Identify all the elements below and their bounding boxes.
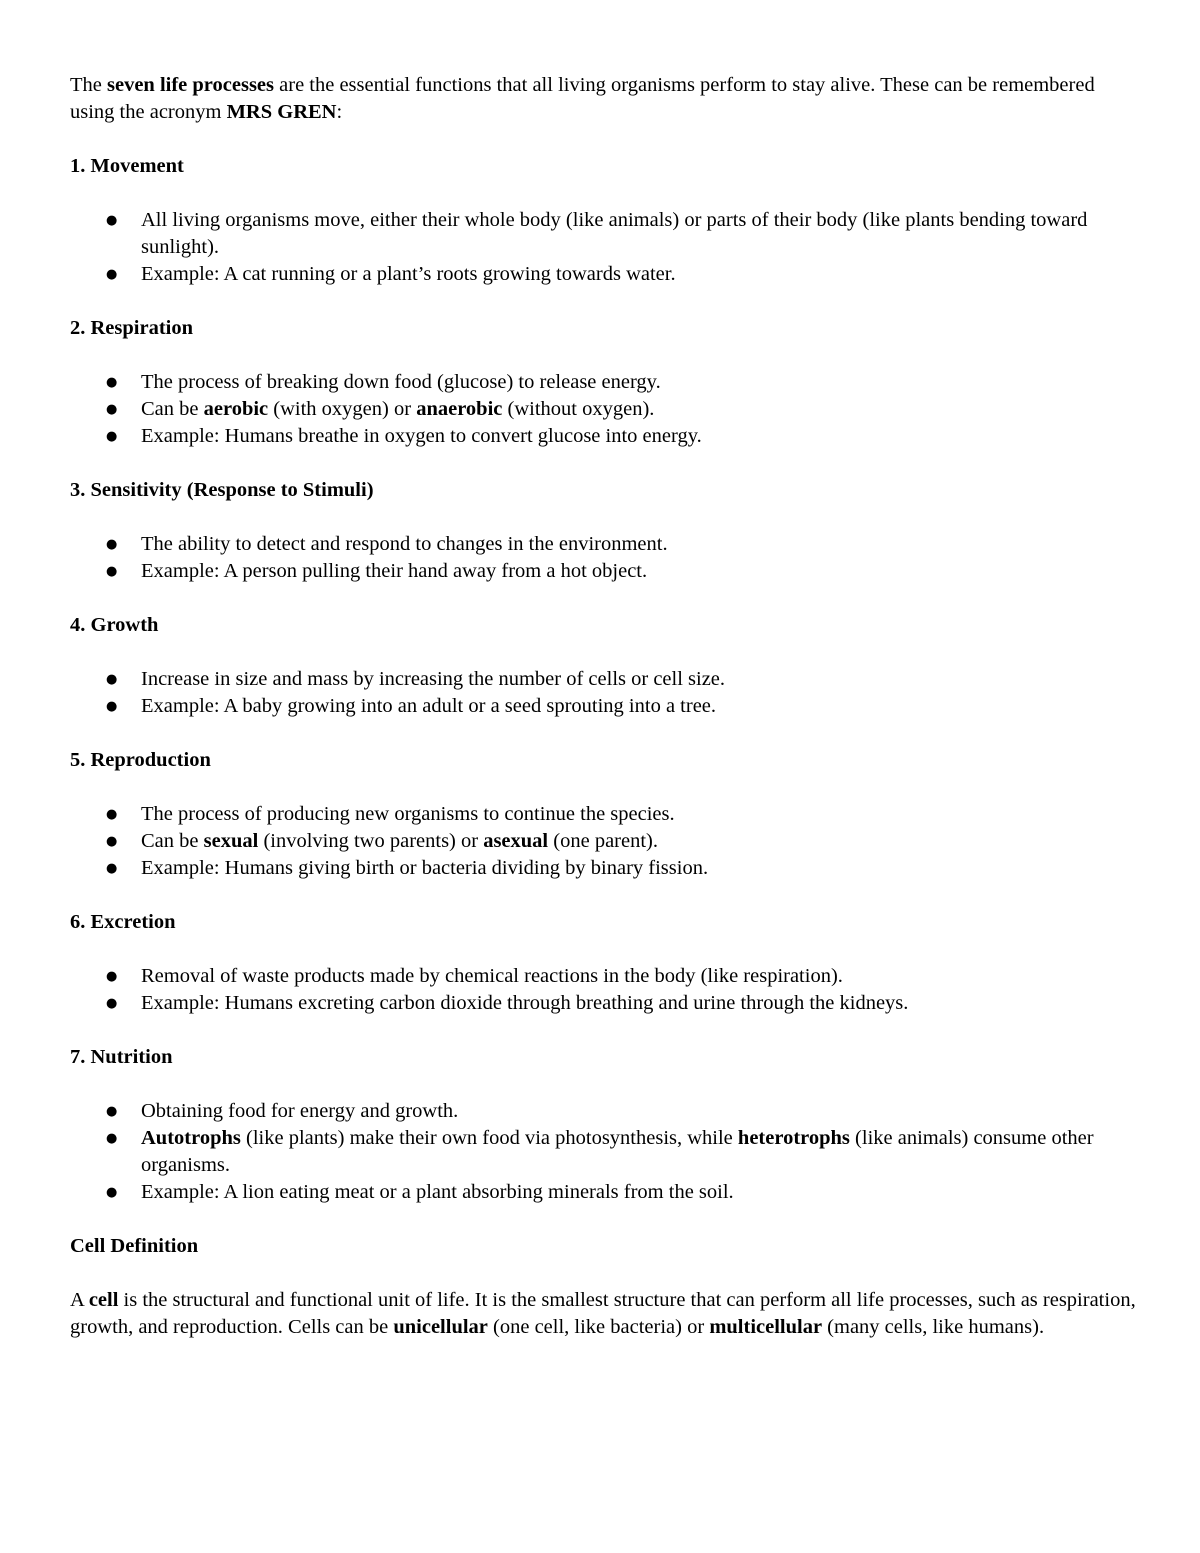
section-heading-respiration: 2. Respiration bbox=[70, 317, 193, 339]
list-item: ● Example: Humans excreting carbon dioxide through breathing and urine through the kidneys. bbox=[70, 990, 1140, 1017]
list-item: ● Example: A person pulling their hand away from a hot object. bbox=[70, 558, 1140, 585]
list-item: ● Can be aerobic (with oxygen) or anaerobic (without oxygen). bbox=[70, 396, 1140, 423]
list-item: ● Example: Humans breathe in oxygen to convert glucose into energy. bbox=[70, 423, 1140, 450]
section-heading-excretion: 6. Excretion bbox=[70, 911, 176, 933]
cell-definition-paragraph: A cell is the structural and functional unit of life. It is the smallest structure that can perform all life processes, such as respiration, growth, and reproduction. Cells can be unicellular (one cell, like bacteria) or multicellular (many cells, like humans). bbox=[70, 1289, 1136, 1338]
section-heading-sensitivity: 3. Sensitivity (Response to Stimuli) bbox=[70, 479, 374, 501]
bullet-icon: ● bbox=[106, 699, 118, 714]
bullet-icon: ● bbox=[106, 429, 118, 444]
bullet-icon: ● bbox=[106, 861, 118, 876]
list-item: ● Example: Humans giving birth or bacteria dividing by binary fission. bbox=[70, 855, 1140, 882]
bullet-icon: ● bbox=[106, 1185, 118, 1200]
reproduction-list bbox=[70, 801, 1140, 882]
list-item: ● Obtaining food for energy and growth. bbox=[70, 1098, 1140, 1125]
list-item: ● The ability to detect and respond to changes in the environment. bbox=[70, 531, 1140, 558]
bullet-icon: ● bbox=[106, 213, 118, 228]
bullet-icon: ● bbox=[106, 834, 118, 849]
respiration-list bbox=[70, 369, 1140, 450]
list-item: ● The process of producing new organisms to continue the species. bbox=[70, 801, 1140, 828]
list-item: ● All living organisms move, either their whole body (like animals) or parts of their body (like plants bending toward sunlight). bbox=[106, 209, 1088, 258]
bullet-icon: ● bbox=[106, 969, 118, 984]
excretion-list bbox=[70, 963, 1140, 1017]
list-item: ● The process of breaking down food (glucose) to release energy. bbox=[70, 369, 1140, 396]
section-heading-movement: 1. Movement bbox=[70, 155, 184, 177]
list-item: ● Example: A lion eating meat or a plant absorbing minerals from the soil. bbox=[70, 1179, 1140, 1206]
nutrition-list bbox=[70, 1098, 1140, 1206]
section-heading-nutrition: 7. Nutrition bbox=[70, 1046, 173, 1068]
section-heading-cell-definition: Cell Definition bbox=[70, 1235, 199, 1257]
intro-paragraph: The seven life processes are the essential functions that all living organisms perform to stay alive. These can be remembered using the acronym MRS GREN: bbox=[70, 74, 1095, 123]
section-heading-reproduction: 5. Reproduction bbox=[70, 749, 211, 771]
growth-list bbox=[70, 666, 1140, 720]
bullet-icon: ● bbox=[106, 564, 118, 579]
bullet-icon: ● bbox=[106, 402, 118, 417]
bullet-icon: ● bbox=[106, 375, 118, 390]
bullet-icon: ● bbox=[106, 807, 118, 822]
list-item: ● Removal of waste products made by chemical reactions in the body (like respiration). bbox=[70, 963, 1140, 990]
movement-list bbox=[70, 207, 1140, 288]
list-item: ● Example: A baby growing into an adult or a seed sprouting into a tree. bbox=[70, 693, 1140, 720]
section-heading-growth: 4. Growth bbox=[70, 614, 159, 636]
bullet-icon: ● bbox=[106, 537, 118, 552]
bullet-icon: ● bbox=[106, 1131, 118, 1146]
list-item: ● Can be sexual (involving two parents) or asexual (one parent). bbox=[70, 828, 1140, 855]
document-page bbox=[70, 72, 1140, 1341]
bullet-icon: ● bbox=[106, 1104, 118, 1119]
list-item: ● Autotrophs (like plants) make their own food via photosynthesis, while heterotrophs (like animals) consume other organisms. bbox=[106, 1127, 1094, 1176]
bullet-icon: ● bbox=[106, 672, 118, 687]
sensitivity-list bbox=[70, 531, 1140, 585]
list-item: ● Example: A cat running or a plant’s roots growing towards water. bbox=[70, 261, 1140, 288]
bullet-icon: ● bbox=[106, 996, 118, 1011]
list-item: ● Increase in size and mass by increasing the number of cells or cell size. bbox=[70, 666, 1140, 693]
bullet-icon: ● bbox=[106, 267, 118, 282]
